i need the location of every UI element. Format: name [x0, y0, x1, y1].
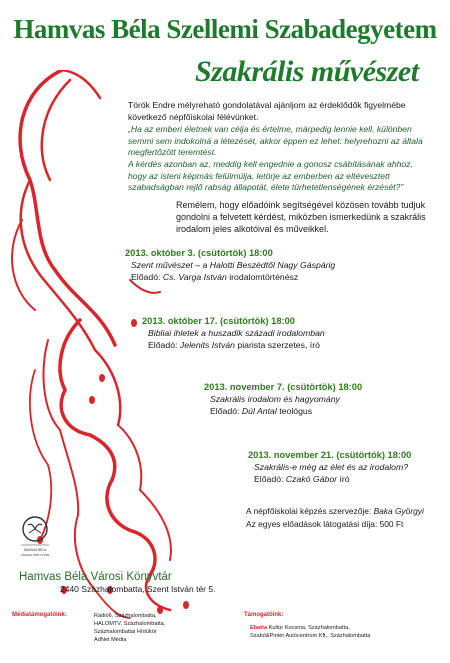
- event-3: [204, 381, 362, 417]
- event-date: 2013. október 17. (csütörtök) 18:00: [142, 316, 295, 326]
- list-item: AdNet Média: [94, 637, 127, 643]
- supporters-list: [250, 624, 370, 640]
- page-title: Hamvas Béla Szellemi Szabadegyetem: [13, 14, 437, 44]
- event-date: 2013. november 7. (csütörtök) 18:00: [204, 382, 363, 392]
- event-topic: Szakrális irodalom és hagyomány: [210, 394, 340, 404]
- library-name: Hamvas Béla Városi Könyvtár: [19, 571, 172, 583]
- event-speaker: Előadó: Cs. Varga István irodalomtörténész: [131, 272, 299, 282]
- event-date: 2013. október 3. (csütörtök) 18:00: [125, 248, 273, 258]
- body-paragraph: Remélem, hogy előadóink segítségével közösen tovább tudjuk gondolni a felvetett kérdést, miközben ismerkedünk a szakrális irodalom jeles alkotóival és műveikkel.: [176, 200, 426, 234]
- organizer-info: [246, 505, 424, 531]
- list-item: Ebatta Kultúr Kocsma, Százhalombatta,: [250, 625, 350, 631]
- list-item: HALOMTV, Százhalombatta,: [94, 621, 166, 627]
- intro-quote-2: A kérdés azonban az, meddig kell engednie a gonosz csábításának ahhoz, hogy az isteni képmás felülmúlja, letörje az emberben az eltévesztett szabadságban rejlő rabság állapotát, élete türhetetlenségének érzését?”: [128, 159, 413, 192]
- list-item: Szabó&Pintér Autócentrum Kft., Százhalombatta: [250, 633, 371, 639]
- library-logo: [19, 515, 51, 569]
- media-sponsors-title: Médiatámogatóink:: [12, 612, 67, 618]
- supporters-title: Támogatóink:: [244, 612, 284, 618]
- event-date: 2013. november 21. (csütörtök) 18:00: [248, 450, 412, 460]
- event-speaker: Előadó: Dúl Antal teológus: [210, 406, 313, 416]
- event-4: [248, 449, 411, 485]
- list-item: Százhalombattai Hírtükör: [94, 629, 157, 635]
- page-subtitle: Szakrális művészet: [195, 55, 419, 88]
- intro-paragraph: Török Endre mélyreható gondolatával ajánljom az érdeklődők figyelmébe következő népfőiskolai félévünket.: [128, 100, 406, 122]
- event-topic: Bibliai ihletek a huszadik századi irodalomban: [148, 328, 325, 338]
- svg-text:VÁROSI KÖNYVTÁR: VÁROSI KÖNYVTÁR: [20, 553, 50, 557]
- event-speaker: Előadó: Jelenits István piarista szerzetes, író: [148, 340, 320, 350]
- event-2: [142, 315, 325, 351]
- list-item: Rádió6, Százhalombatta,: [94, 613, 157, 619]
- event-1: [125, 247, 335, 283]
- intro-quote-1: „Ha az emberi életnek van célja és értelme, márpedig lennie kell, különben semmi sem indokolná a létezését, akkor éppen ez lehet: helyrehozni az általa megfertőzött teremtést.: [128, 124, 423, 157]
- media-sponsors-list: [94, 612, 165, 644]
- library-address: 2440 Százhalombatta, Szent István tér 5.: [60, 584, 216, 594]
- event-topic: Szakrális-e még az élet és az irodalom?: [254, 462, 409, 472]
- event-speaker: Előadó: Czakó Gábor író: [254, 474, 350, 484]
- event-topic: Szent művészet – a Halotti Beszédtől Nagy Gáspárig: [131, 260, 336, 270]
- fee-line: Az egyes előadások látogatási díja: 500 Ft: [246, 519, 404, 529]
- organizer-line: A népfőiskolai képzés szervezője: Baka Györgyi: [246, 506, 424, 516]
- svg-text:HAMVAS BÉLA: HAMVAS BÉLA: [23, 548, 47, 552]
